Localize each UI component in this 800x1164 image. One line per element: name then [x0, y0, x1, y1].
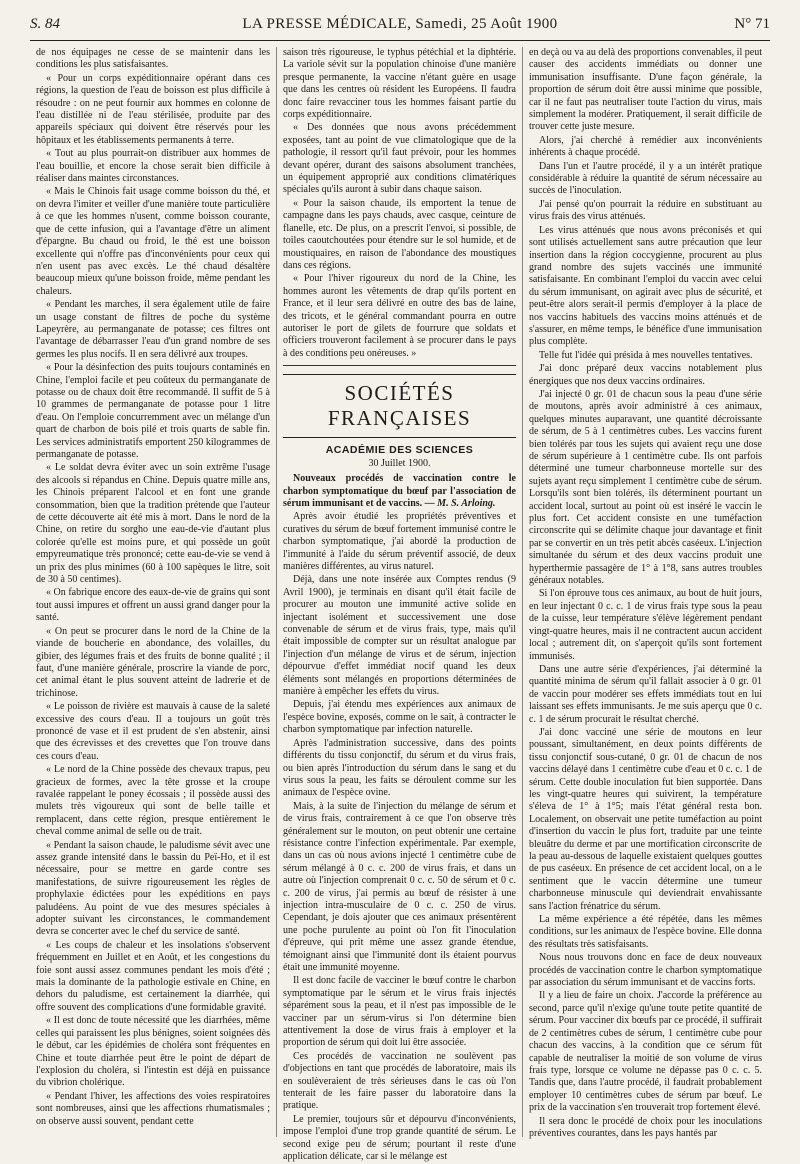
- paragraph: « Le poisson de rivière est mauvais à cause de la saleté excessive des cours d'eau. Il a toujours un goût très prononcé de vase et il est prudent de s'en abstenir, ainsi que des écrevisses et des crevettes que l'on trouve dans ces cours d'eau.: [36, 701, 270, 762]
- paragraph: en deçà ou va au delà des proportions convenables, il peut causer des accidents immédiats ou donner une immunisation insuffisante. D'une façon générale, la proportion de sérum doit être aussi minime que possible, car il ne faut pas neutraliser toute l'action du virus, mais simplement la modérer. Pratiquement, il serait difficile de trouver cette juste mesure.: [529, 47, 762, 133]
- column-2-continuation: [283, 47, 516, 360]
- paragraph: Si l'on éprouve tous ces animaux, au bout de huit jours, en leur injectant 0 c. c. 1 de virus frais type sous la peau de la cuisse, leur température s'élève légèrement pendant vingt-quatre heures, mais il ne contractent aucun accident local ; autrement dit, on s'aperçoit qu'ils sont fortement immunisés.: [529, 588, 762, 662]
- paragraph: « Pendant les marches, il sera également utile de faire un usage constant de filtres de poche du système Lapeyrère, au permanganate de potasse; ces filtres ont l'avantage de débarrasser l'eau d'un grand nombre de ses germes les plus nocifs. Il en sera délivré aux troupes.: [36, 299, 270, 360]
- paragraph: « On fabrique encore des eaux-de-vie de grains qui sont tout aussi impures et offrent un aussi grand danger pour la santé.: [36, 587, 270, 624]
- paragraph: « Le nord de la Chine possède des chevaux trapus, peu gracieux de formes, avec la tête grosse et la croupe ravalée rappelant le poney écossais ; il possède aussi des mulets très vigoureux qui sont de belle taille et remplacent, dans cette région, presque entièrement le cheval comme animal de selle ou de trait.: [36, 764, 270, 838]
- paragraph: Après avoir étudié les propriétés préventives et curatives du sérum de bœuf fortement immunisé contre le charbon symptomatique, j'ai abordé la production de l'immunité à l'aide du sérum préventif associé, de deux manières différentes, au virus naturel.: [283, 511, 516, 572]
- paragraph: « Tout au plus pourrait-on distribuer aux hommes de l'eau bouillie, et encore la chose serait bien difficile à réaliser dans maintes circonstances.: [36, 148, 270, 185]
- paragraph: Il sera donc le procédé de choix pour les inoculations préventives courantes, dans les pays hantés par: [529, 1115, 762, 1139]
- paragraph: Alors, j'ai cherché à remédier aux inconvénients inhérents à chaque procédé.: [529, 134, 762, 159]
- page-number: S. 84: [30, 16, 60, 32]
- academy-heading: ACADÉMIE DES SCIENCES: [325, 444, 474, 457]
- article-title: [283, 473, 516, 510]
- paragraph: J'ai pensé qu'on pourrait la réduire en substituant au virus frais des virus atténués.: [529, 198, 762, 223]
- paragraph: « Pour un corps expéditionnaire opérant dans ces régions, la question de l'eau de boisson est plus difficile à résoudre : on ne peut fournir aux hommes en colonne de l'eau distillée ni de l'eau stérilisée, produite par des appareils spéciaux qui doivent être réservés pour les hôpitaux et les établissements permanents à terre.: [36, 72, 270, 146]
- issue-number: N° 71: [734, 16, 770, 32]
- paragraph: Après l'administration successive, dans des points différents du tissu conjonctif, du sérum et du virus frais, ou bien après l'introduction du sérum dans le sang et du virus sous la peau, les faits se déroulent comme sur les animaux de l'espèce ovine.: [283, 737, 516, 799]
- paragraph: « Le soldat devra éviter avec un soin extrême l'usage des alcools si répandus en Chine. Depuis quatre mille ans, les Chinois préparent l'alcool et en font une grande consommation, bien que la tradition prétende que l'auteur de cette découverte ait été mis à mort. Dans le nord de la Chine, on retire du sorgho une eau-de-vie d'autant plus colorée qu'elle est moins pure, et qui possède un goût empyreumatique très prononcé; cette eau-de-vie se vend à un prix des plus minimes (60 à 100 sapèques le litre, soit de 30 à 50 centimes).: [36, 462, 270, 586]
- column-2: [276, 47, 522, 1163]
- paragraph: Nous nous trouvons donc en face de deux nouveaux procédés de vaccination contre le charbon symptomatique par association du sérum immunisant et de vaccins forts.: [529, 952, 762, 989]
- column-3: [522, 47, 768, 1137]
- paragraph: « Pour la saison chaude, ils emportent la tenue de campagne dans les pays chauds, avec casque, ceinture de flanelle, etc. De plus, on a prescrit l'envoi, si possible, de toiles caoutchoutées pour étendre sur le sol humide, et de moustiquaires, en raison de l'abondance des moustiques dans ces régions.: [283, 197, 516, 271]
- paragraph: « On peut se procurer dans le nord de la Chine de la viande de boucherie en abondance, des volailles, du gibier, des légumes frais et des fruits de bonne qualité ; il faut, d'une manière générale, proscrire la viande de porc, cet animal étant le plus souvent atteint de ladrerie et de trichinose.: [36, 625, 270, 699]
- paragraph: Ces procédés de vaccination ne soulèvent pas d'objections en tant que procédés de laboratoire, mais ils en soulèveraient de très sérieuses dans le cas où l'on tenterait de les faire passer du laboratoire dans la pratique.: [283, 1050, 516, 1112]
- article-title-text: Nouveaux procédés de vaccination contre le charbon symptomatique du bœuf par l'association de sérum immunisant et de vaccins. —: [283, 473, 516, 509]
- paragraph: « Pendant la saison chaude, le paludisme sévit avec une assez grande intensité dans le bassin du Peï-Ho, et il est nécessaire, pour se mettre en garde contre ses manifestations, de suivre rigoureusement les règles de prophylaxie édictées pour les expéditions en pays paludéens. Au point de vue des mesures spéciales à adopter suivant les circonstances, le commandement devra se concerter avec le chef du service de santé.: [36, 839, 270, 938]
- paragraph: « Pour la désinfection des puits toujours contaminés en Chine, l'emploi facile et peu coûteux du permanganate de potasse ou de chaux doit être recommandé. Il suffit de 5 à 10 grammes de permanganate de potasse pour 1 litre d'eau. On l'emploie concurremment avec un mélange d'un quart de charbon de bois pilé et trois quarts de sable fin. Les services administratifs emportent 250 kilogrammes de permanganate de potasse.: [36, 362, 270, 460]
- paragraph: La même expérience a été répétée, dans les mêmes conditions, sur les animaux de l'espèce bovine. Elle donna des résultats très satisfaisants.: [529, 914, 762, 950]
- paragraph: de nos équipages ne cesse de se maintenir dans les conditions les plus satisfaisantes.: [36, 47, 270, 71]
- section-title: SOCIÉTÉS FRANÇAISES: [283, 374, 516, 438]
- paragraph: Dans l'un et l'autre procédé, il y a un intérêt pratique considérable à réduire la quantité de sérum nécessaire au succès de l'inoculation.: [529, 160, 762, 197]
- paragraph: « Pour l'hiver rigoureux du nord de la Chine, les hommes auront les vêtements de drap qu'ils portent en France, et il leur sera délivré en outre des bas de laine, des tricots, et le général commandant pourra en outre autoriser le port de gilets de fourrure que soldats et officiers trouveront facilement à se procurer dans le pays à des conditions peu onéreuses. »: [283, 273, 516, 359]
- paragraph: Il est donc facile de vacciner le bœuf contre le charbon symptomatique par le sérum et le virus frais injectés séparément sous la peau, et il n'est pas impossible de le vacciner par un sérum-virus si l'on détermine bien attentivement la dose de virus frais à employer et la proportion de sérum qui doit lui être associée.: [283, 975, 516, 1049]
- session-date: 30 Juillet 1900.: [368, 458, 431, 470]
- paragraph: Les virus atténués que nous avons préconisés et qui sont utilisés actuellement sans autre précaution que leur insertion dans la région coccygienne, procurent au plus grand nombre des sujets vaccinés une immunité satisfaisante. En combinant l'emploi du vaccin avec celui du sérum immunisant, on agirait avec plus de sécurité, et peut-être alors serait-il permis d'employer à la place de nos vaccins habituels des vaccins moins atténués et de s'assurer, en même temps, le bénéfice d'une immunisation plus complète.: [529, 224, 762, 348]
- article-body: [283, 511, 516, 1163]
- paragraph: Déjà, dans une note insérée aux Comptes rendus (9 Avril 1900), je terminais en disant qu'il était facile de procurer au mouton une immunité active solide en injectant isolément et successivement une dose convenable de sérum et de virus frais, type, mais qu'il était impossible de compter sur un résultat analogue par l'injection d'un mélange de virus et de sérum, injection dépourvue d'effet immédiat nocif quand les deux éléments sont mélangés en proportions déterminées de manière à empêcher les effets du virus.: [283, 574, 516, 698]
- paragraph: Le premier, toujours sûr et dépourvu d'inconvénients, impose l'emploi d'une trop grande quantité de sérum. Le second exige peu de sérum; pourtant il reste d'une application délicate, car si le mélange est: [283, 1113, 516, 1163]
- paragraph: « Des données que nous avons précédemment exposées, tant au point de vue climatologique que de la pathologie, il ressort qu'il faut prévoir, pour les hommes devant opérer, durant des saisons absolument tranchées, un équipement approprié aux conditions climatériques spéciales qu'ils auront à subir dans chaque saison.: [283, 122, 516, 196]
- journal-title: LA PRESSE MÉDICALE, Samedi, 25 Août 1900: [242, 16, 558, 32]
- text-columns: [30, 47, 770, 1163]
- paragraph: J'ai injecté 0 gr. 01 de chacun sous la peau d'une série de moutons, après avoir administré à ces animaux, quelques minutes auparavant, une quantité décroissante de sérum, de 5 à 1 centimètres cubes. Les vaccins furent bien tolérés par tous les sujets qui avaient reçu une dose de sérum supérieure à 1 centimètre cube. Ils ont parfois déterminé une tumeur charbonneuse mortelle sur des sujets ayant reçu simplement 1 centimètre cube de sérum. Lorsqu'ils sont bien tolérés, ils déterminent pourtant un accident local, surtout au point où est inséré le vaccin le plus fort. Cet accident consiste en une tuméfaction circonscrite qui se délimite chaque jour davantage et finit par se convertir en un très petit abcès caséeux. L'injection simultanée du sérum et des deux vaccins produit une hyperthermie passagère de 1° à 1°8, sans autres troubles généraux notables.: [529, 388, 762, 587]
- paragraph: Il y a lieu de faire un choix. J'accorde la préférence au second, parce qu'il n'exige qu'une toute petite quantité de sérum. Pour vacciner dix bœufs par ce procédé, il suffirait de 2 centimètres cubes de sérum, 1 centimètre cube pour chacun des vaccins, à la condition que ce sérum fût capable de neutraliser la moitié de son volume de virus frais type, lorsque ce volume ne dépasse pas 0 c. c. 5. Tandis que, dans l'autre procédé, il faudrait probablement employer 10 centimètres cubes de sérum par bœuf. Le prix de la vaccination s'en trouverait trop fortement élevé.: [529, 990, 762, 1114]
- article-author: M. S. Arloing.: [437, 497, 496, 509]
- paragraph: Telle fut l'idée qui présida à mes nouvelles tentatives.: [539, 349, 753, 361]
- paragraph: J'ai donc préparé deux vaccins notablement plus énergiques que nos deux vaccins ordinaires.: [529, 363, 762, 387]
- paragraph: Depuis, j'ai étendu mes expériences aux animaux de l'espèce bovine, exposés, comme on le sait, à contracter le charbon symptomatique par infection naturelle.: [283, 699, 516, 736]
- paragraph: « Il est donc de toute nécessité que les diarrhées, même celles qui paraissent les plus bénignes, soient soignées dès le début, car les épidémies de choléra sont fréquentes en Chine et toute diarrhée peut être le point de départ de l'explosion du choléra, si l'intestin est déjà en puissance du vibrion cholérique.: [36, 1015, 270, 1089]
- column-1: [30, 47, 276, 1137]
- paragraph: « Mais le Chinois fait usage comme boisson du thé, et on devra l'imiter et veiller d'une manière toute particulière à ce que les hommes n'usent, comme boisson courante, que de cette infusion, qui a l'avantage d'être un aliment d'épargne. Bu chaud ou froid, le thé est une boisson excellente qui n'offre pas d'inconvénients pour ceux qui n'en usent pas avec excès. Le thé chaud désaltère beaucoup mieux qu'une boisson froide, même pendant les chaleurs.: [36, 186, 270, 297]
- paragraph: Mais, à la suite de l'injection du mélange de sérum et de virus frais, contrairement à ce que l'on observe très généralement sur le mouton, on peut obtenir une certaine résistance contre l'infection expérimentale. Par exemple, dans un cas où nous avions injecté 1 centimètre cube de sérum mélangé à 0 c. c. 200 de virus frais, et dans un autre où l'injection comprenait 0 c. c. 50 de sérum et 0 c. c. 200 de virus, j'ai permis au bœuf de résister à une injection intra-musculaire de 0 c. c. 250 de virus. Cependant, je dois ajouter que ces animaux présentèrent une poche purulente au point où l'on fit l'inoculation d'épreuve, qui prit même une assez grande étendue, témoignant ainsi que l'immunité dont ils étaient pourvus était une immunité moyenne.: [283, 800, 516, 973]
- page-header: [30, 16, 770, 41]
- paragraph: « Les coups de chaleur et les insolations s'observent fréquemment en Juillet et en Août, et les congestions du foie sont aussi assez communes pendant les mois d'été ; mais la dominante de la pathologie estivale en Chine, en dehors du paludisme, est certainement la diarrhée, qui offre souvent des complications d'une formidable gravité.: [36, 939, 270, 1013]
- column-rule: [283, 365, 516, 366]
- paragraph: saison très rigoureuse, le typhus pétéchial et la diphtérie. La variole sévit sur la population chinoise d'une manière presque permanente, la vaccine n'étant guère en usage que dans les centres où résident les Européens. Il faudra donc faire revacciner tous les hommes faisant partie du corps expéditionnaire.: [283, 47, 516, 121]
- paragraph: J'ai donc vacciné une série de moutons en leur poussant, simultanément, en deux points différents de tissu conjonctif sous-cutané, 0 gr. 01 de chacun de nos vaccins délayé dans 1 centimètre cube d'eau et 0 c. c. 1 de sérum. Cette double inoculation fut bien supportée. Dans les vingt-quatre heures qui suivirent, la température s'éleva de 1° à 1°5; mais l'état général resta bon. Localement, on observait une petite tuméfaction au point d'insertion du vaccin le plus fort, traduite par une teinte bleuâtre du derme et par une mortification circonscrite de la peau au-dessous de laquelle existaient quelques gouttes de pus caséeux. En présence de cet accident local, on a le sentiment que le vaccin détermine une tumeur charbonneuse minuscule qui deviendrait envahissante sans l'action frénatrice du sérum.: [529, 726, 762, 912]
- paragraph: « Pendant l'hiver, les affections des voies respiratoires sont nombreuses, ainsi que les affections rhumatismales ; on observe aussi souvent, pendant cette: [36, 1090, 270, 1127]
- paragraph: Dans une autre série d'expériences, j'ai déterminé la quantité minima de sérum qu'il fallait associer à 0 gr. 01 de vaccin pour modérer ses effets immédiats tout en lui laissant ses effets immunisants. Je me suis aperçu que 0 c. c. 1 de sérum procurait le résultat cherché.: [529, 663, 762, 725]
